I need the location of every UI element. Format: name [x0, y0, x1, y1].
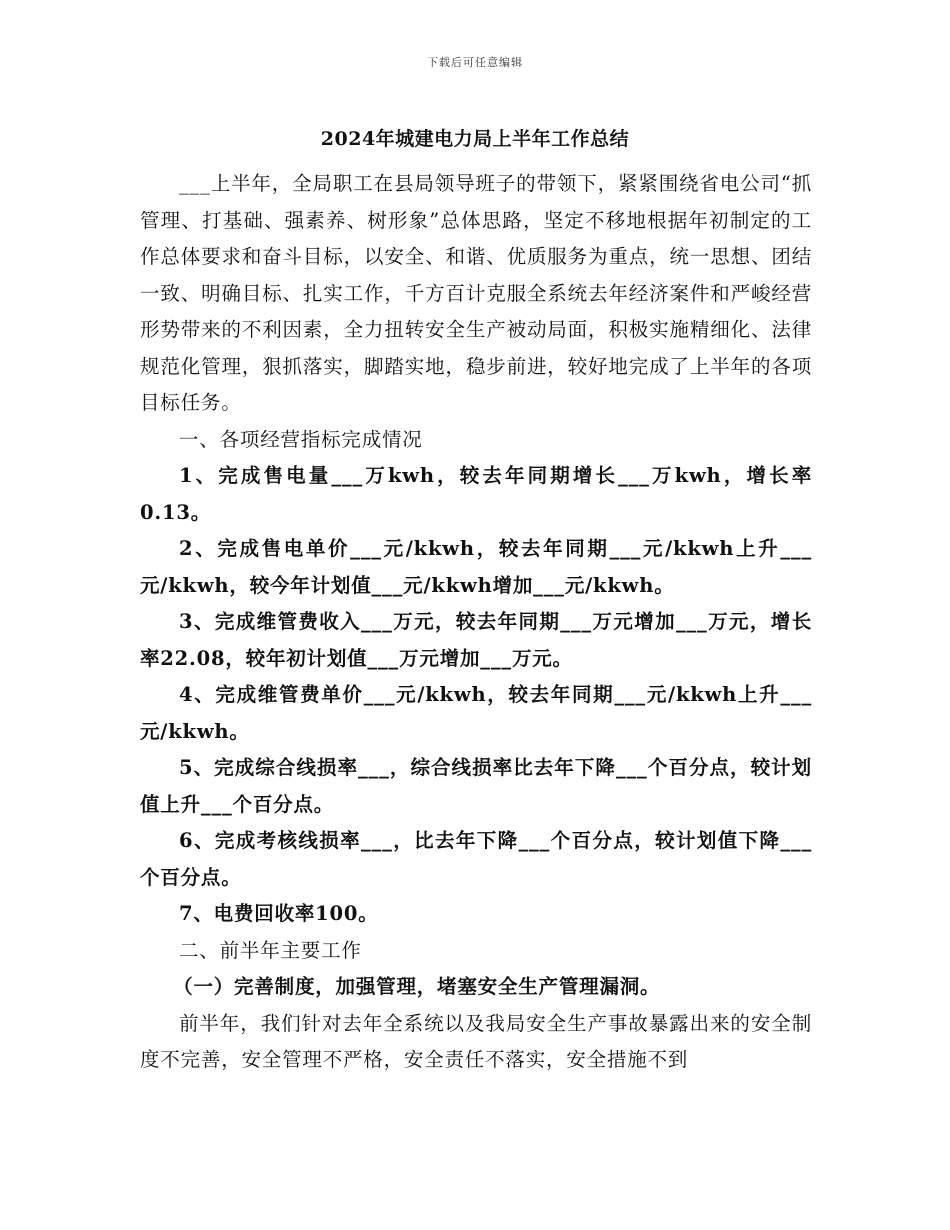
document-body	[140, 166, 812, 1079]
body-paragraph-safety: 前半年，我们针对去年全系统以及我局安全生产事故暴露出来的安全制度不完善，安全管理不严格，安全责任不落实，安全措施不到	[140, 1011, 812, 1071]
indicator-item-6: 6、完成考核线损率___，比去年下降___个百分点，较计划值下降___个百分点。	[140, 829, 812, 889]
section-heading-1: 一、各项经营指标完成情况	[179, 427, 423, 451]
indicator-item-5: 5、完成综合线损率___，综合线损率比去年下降___个百分点，较计划值上升___个百分点。	[140, 756, 812, 816]
indicator-item-4: 4、完成维管费单价___元/kkwh，较去年同期___元/kkwh上升___元/kkwh。	[140, 683, 812, 743]
document-title: 2024年城建电力局上半年工作总结	[320, 128, 630, 150]
subsection-heading-1: （一）完善制度，加强管理，堵塞安全生产管理漏洞。	[173, 975, 661, 998]
indicator-item-2: 2、完成售电单价___元/kkwh，较去年同期___元/kkwh上升___元/kkwh，较今年计划值___元/kkwh增加___元/kkwh。	[140, 537, 812, 597]
page-header-note: 下载后可任意编辑	[427, 56, 523, 69]
section-heading-2: 二、前半年主要工作	[179, 938, 362, 962]
indicator-item-7: 7、电费回收率100。	[179, 902, 379, 925]
indicator-item-1: 1、完成售电量___万kwh，较去年同期增长___万kwh，增长率0.13。	[140, 464, 812, 524]
indicator-item-3: 3、完成维管费收入___万元，较去年同期___万元增加___万元，增长率22.08，较年初计划值___万元增加___万元。	[140, 610, 812, 670]
intro-paragraph: ___上半年，全局职工在县局领导班子的带领下，紧紧围绕省电公司“抓管理、打基础、强素养、树形象”总体思路，坚定不移地根据年初制定的工作总体要求和奋斗目标，以安全、和谐、优质服务为重点，统一思想、团结一致、明确目标、扎实工作，千方百计克服全系统去年经济案件和严峻经营形势带来的不利因素，全力扭转安全生产被动局面，积极实施精细化、法律规范化管理，狠抓落实，脚踏实地，稳步前进，较好地完成了上半年的各项目标任务。	[140, 172, 812, 414]
